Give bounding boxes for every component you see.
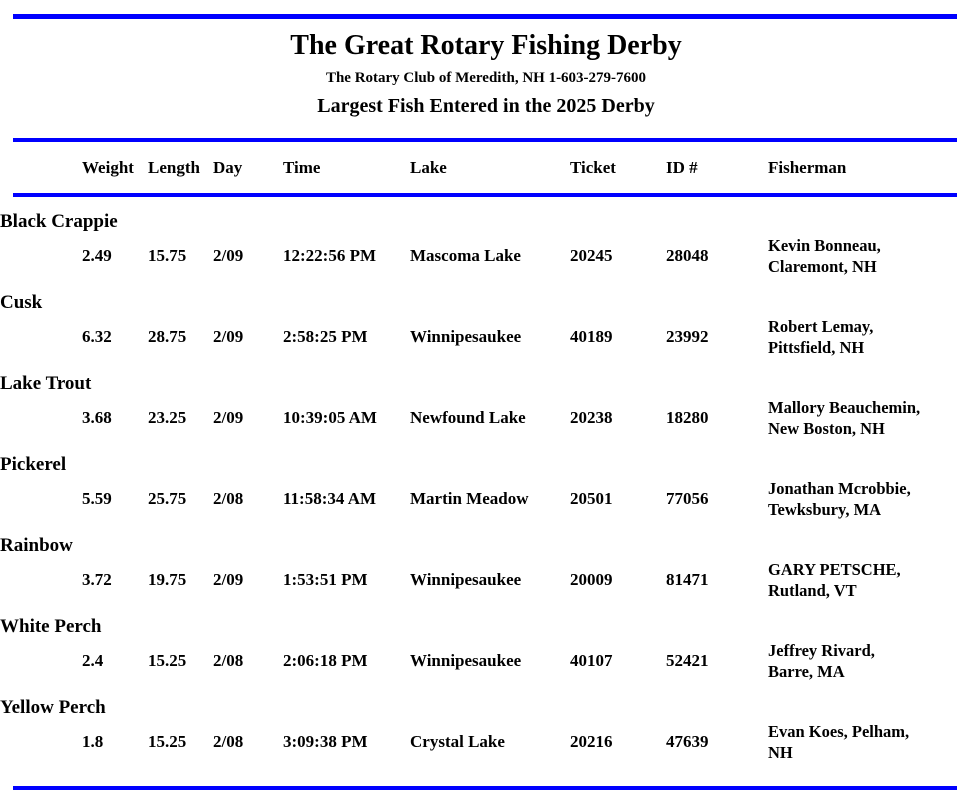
column-header-lake: Lake: [410, 157, 447, 177]
cell-length: 25.75: [148, 488, 187, 508]
species-section: [0, 197, 972, 278]
cell-length: 28.75: [148, 326, 187, 346]
species-heading: Rainbow: [0, 535, 73, 556]
fisherman-name-line: Jeffrey Rivard,: [768, 640, 875, 660]
cell-fisherman: [768, 235, 948, 277]
fisherman-city-line: NH: [768, 742, 793, 762]
cell-time: 2:58:25 PM: [283, 326, 368, 346]
cell-weight: 3.72: [82, 569, 112, 589]
species-heading: Pickerel: [0, 454, 67, 475]
species-section: [0, 440, 972, 521]
cell-time: 10:39:05 AM: [283, 407, 377, 427]
cell-day: 2/09: [213, 326, 244, 346]
report-header: [0, 19, 972, 138]
fisherman-name-line: Evan Koes, Pelham,: [768, 721, 910, 741]
cell-fisherman: [768, 559, 948, 601]
cell-day: 2/08: [213, 650, 244, 670]
fisherman-city-line: Pittsfield, NH: [768, 337, 865, 357]
column-header-fisherman: Fisherman: [768, 157, 847, 177]
cell-fisherman: [768, 397, 948, 439]
cell-ticket: 20501: [570, 488, 613, 508]
table-row: [13, 395, 972, 440]
fisherman-city-line: Rutland, VT: [768, 580, 857, 600]
species-section: [0, 683, 972, 764]
cell-weight: 5.59: [82, 488, 112, 508]
cell-time: 12:22:56 PM: [283, 245, 377, 265]
cell-lake: Crystal Lake: [410, 731, 505, 751]
species-heading: White Perch: [0, 616, 102, 637]
cell-length: 15.25: [148, 731, 187, 751]
page-title: The Great Rotary Fishing Derby: [290, 30, 682, 61]
species-section: [0, 602, 972, 683]
cell-day: 2/09: [213, 245, 244, 265]
fisherman-name-line: Jonathan Mcrobbie,: [768, 478, 911, 498]
cell-fisherman: [768, 640, 948, 682]
cell-length: 23.25: [148, 407, 187, 427]
cell-lake: Winnipesaukee: [410, 569, 522, 589]
cell-fisherman: [768, 316, 948, 358]
cell-ticket: 20216: [570, 731, 613, 751]
fisherman-city-line: Claremont, NH: [768, 256, 877, 276]
cell-ticket: 20009: [570, 569, 613, 589]
fisherman-name-line: GARY PETSCHE,: [768, 559, 901, 579]
table-row: [13, 476, 972, 521]
cell-time: 11:58:34 AM: [283, 488, 377, 508]
species-section: [0, 278, 972, 359]
table-row: [13, 557, 972, 602]
cell-length: 15.75: [148, 245, 187, 265]
cell-ticket: 40189: [570, 326, 613, 346]
cell-id: 23992: [666, 326, 709, 346]
cell-id: 28048: [666, 245, 709, 265]
table-header-row: [13, 142, 972, 193]
cell-day: 2/08: [213, 488, 244, 508]
cell-ticket: 20238: [570, 407, 613, 427]
report-subtitle: Largest Fish Entered in the 2025 Derby: [317, 95, 655, 117]
cell-id: 18280: [666, 407, 709, 427]
fisherman-name-line: Robert Lemay,: [768, 316, 874, 336]
cell-time: 2:06:18 PM: [283, 650, 368, 670]
club-contact-line: The Rotary Club of Meredith, NH 1-603-279-7600: [325, 70, 647, 86]
cell-id: 52421: [666, 650, 709, 670]
cell-time: 3:09:38 PM: [283, 731, 368, 751]
cell-fisherman: [768, 478, 948, 520]
column-header-id: ID #: [666, 157, 698, 177]
cell-ticket: 20245: [570, 245, 613, 265]
column-header-time: Time: [283, 157, 321, 177]
cell-weight: 3.68: [82, 407, 112, 427]
cell-id: 47639: [666, 731, 709, 751]
cell-fisherman: [768, 721, 948, 763]
fisherman-city-line: Barre, MA: [768, 661, 845, 681]
column-header-weight: Weight: [82, 157, 134, 177]
cell-lake: Winnipesaukee: [410, 650, 522, 670]
cell-id: 77056: [666, 488, 709, 508]
cell-length: 15.25: [148, 650, 187, 670]
cell-weight: 1.8: [82, 731, 104, 751]
table-row: [13, 638, 972, 683]
fisherman-name-line: Mallory Beauchemin,: [768, 397, 921, 417]
species-heading: Yellow Perch: [0, 697, 106, 718]
cell-id: 81471: [666, 569, 709, 589]
cell-lake: Newfound Lake: [410, 407, 526, 427]
fisherman-name-line: Kevin Bonneau,: [768, 235, 881, 255]
cell-weight: 2.4: [82, 650, 104, 670]
cell-ticket: 40107: [570, 650, 613, 670]
cell-day: 2/08: [213, 731, 244, 751]
bottom-divider: [13, 786, 957, 790]
table-row: [13, 719, 972, 764]
fisherman-city-line: New Boston, NH: [768, 418, 885, 438]
species-heading: Lake Trout: [0, 373, 92, 394]
cell-day: 2/09: [213, 407, 244, 427]
cell-day: 2/09: [213, 569, 244, 589]
cell-weight: 2.49: [82, 245, 112, 265]
cell-lake: Winnipesaukee: [410, 326, 522, 346]
species-section: [0, 359, 972, 440]
cell-length: 19.75: [148, 569, 187, 589]
table-row: [13, 233, 972, 278]
cell-lake: Mascoma Lake: [410, 245, 521, 265]
cell-lake: Martin Meadow: [410, 488, 529, 508]
species-heading: Cusk: [0, 292, 43, 313]
species-heading: Black Crappie: [0, 211, 118, 232]
table-row: [13, 314, 972, 359]
species-section: [0, 521, 972, 602]
column-header-day: Day: [213, 157, 243, 177]
column-header-ticket: Ticket: [570, 157, 616, 177]
cell-weight: 6.32: [82, 326, 112, 346]
column-header-length: Length: [148, 157, 200, 177]
fisherman-city-line: Tewksbury, MA: [768, 499, 882, 519]
cell-time: 1:53:51 PM: [283, 569, 368, 589]
table-body: [0, 197, 972, 764]
